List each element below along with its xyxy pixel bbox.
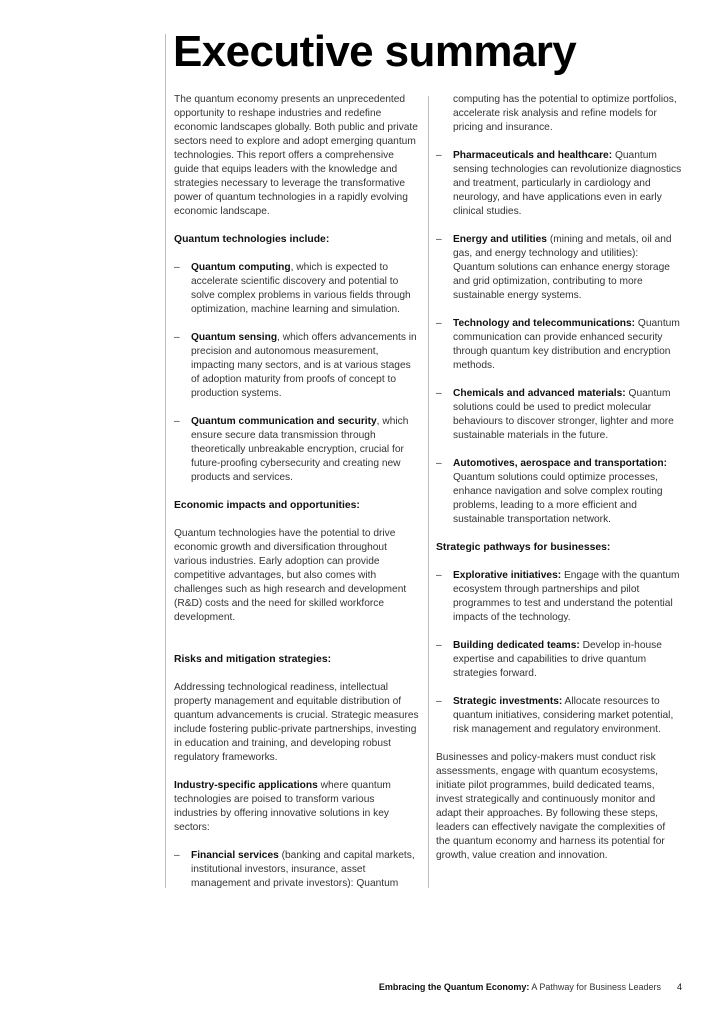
tech-heading: Quantum technologies include: xyxy=(174,234,330,245)
risk-heading: Risks and mitigation strategies: xyxy=(174,654,332,665)
list-item xyxy=(436,695,682,737)
list-item-bold: Pharmaceuticals and healthcare: xyxy=(453,150,613,161)
spacer xyxy=(174,639,420,653)
page-footer xyxy=(379,982,682,992)
right-column xyxy=(436,93,682,877)
list-item-bold: Energy and utilities xyxy=(453,234,547,245)
list-item-text: Develop in-house expertise and capabilities to drive quantum strategies forward. xyxy=(453,640,662,679)
strategy-list xyxy=(436,569,682,737)
industry-bold: Industry-specific applications xyxy=(174,780,318,791)
list-item-text: Quantum solutions could be used to predict molecular behaviours to discover stronger, lighter and more sustainable materials in the future. xyxy=(453,388,674,441)
list-item-bold: Quantum communication and security xyxy=(191,416,377,427)
list-item-bold: Technology and telecommunications: xyxy=(453,318,636,329)
list-item-text: (banking and capital markets, institutional investors, insurance, asset management and private investors): Quantum xyxy=(191,850,415,889)
closing-paragraph: Businesses and policy-makers must conduct risk assessments, engage with quantum ecosystems, initiate pilot programmes, build dedicated teams, invest strategically and continuously monitor and adapt their approaches. By following these steps, leaders can effectively navigate the complexities of the quantum economy and harness its potential for growth, value creation and innovation. xyxy=(436,752,666,861)
list-item xyxy=(174,849,420,891)
industry-paragraph xyxy=(174,779,420,835)
intro-paragraph: The quantum economy presents an unprecedented opportunity to reshape industries and redefine economic landscapes globally. Both public and private sectors need to explore and adopt emerging quantum technologies. This report offers a comprehensive guide that equips leaders with the knowledge and strategies necessary to leverage the transformative power of quantum technologies in a rapidly evolving economic landscape. xyxy=(174,94,418,217)
page-title: Executive summary xyxy=(173,27,577,76)
list-item xyxy=(436,233,682,303)
list-item-text: Quantum sensing technologies can revolutionize diagnostics and treatment, particularly in cardiology and neurology, and have applications even in early clinical studies. xyxy=(453,150,682,217)
list-item-bold: Financial services xyxy=(191,850,279,861)
tech-list xyxy=(174,261,420,485)
list-item-bold: Building dedicated teams: xyxy=(453,640,580,651)
list-item xyxy=(174,415,420,485)
list-item-continued: computing has the potential to optimize portfolios, accelerate risk analysis and refine models for pricing and insurance. xyxy=(453,94,677,133)
list-item xyxy=(174,261,420,317)
list-item-bold: Quantum computing xyxy=(191,262,291,273)
risk-paragraph: Addressing technological readiness, intellectual property management and equitable distribution of quantum advancements is crucial. Strategic measures include fostering public-private partnerships, investing in education and training, and developing robust regulatory frameworks. xyxy=(174,682,419,763)
list-item xyxy=(174,331,420,401)
list-item-text: , which ensure secure data transmission through theoretically unbreakable encryption, crucial for future-proofing cybersecurity and creating new products and services. xyxy=(191,416,409,483)
list-item-bold: Automotives, aerospace and transportation: xyxy=(453,458,667,469)
list-item xyxy=(436,149,682,219)
list-item xyxy=(436,457,682,527)
list-item-text: Allocate resources to quantum initiatives, considering market potential, risk management and regulatory environment. xyxy=(453,696,674,735)
footer-doc-title: Embracing the Quantum Economy: xyxy=(378,982,530,992)
list-item-text: Quantum communication can provide enhanced security through quantum key distribution and encryption methods. xyxy=(453,318,680,371)
left-column xyxy=(174,93,420,905)
list-item-text: (mining and metals, oil and gas, and energy technology and utilities): Quantum solutions can enhance energy storage and grid optimization, contributing to more sustainable energy systems. xyxy=(453,234,672,301)
list-item-bold: Quantum sensing xyxy=(191,332,278,343)
econ-paragraph: Quantum technologies have the potential to drive economic growth and diversification throughout various industries. Early adoption can provide competitive advantages, but also comes with challenges such as high research and development (R&D) costs and the need for skilled workforce development. xyxy=(174,528,407,623)
industry-text: where quantum technologies are poised to transform various industries by offering innovative solutions in key sectors: xyxy=(174,780,391,833)
list-item xyxy=(436,317,682,373)
list-item-bold: Chemicals and advanced materials: xyxy=(453,388,626,399)
left-vertical-rule xyxy=(165,34,166,888)
column-divider-rule xyxy=(428,96,429,888)
page-number: 4 xyxy=(676,982,682,992)
financial-list xyxy=(174,849,420,891)
econ-heading: Economic impacts and opportunities: xyxy=(174,500,360,511)
list-item-text: , which offers advancements in precision and autonomous measurement, impacting many sectors, and is at various stages of adoption maturity from proofs of concept to production systems. xyxy=(191,332,417,399)
list-item xyxy=(436,639,682,681)
list-item-bold: Explorative initiatives: xyxy=(453,570,562,581)
list-item xyxy=(436,387,682,443)
list-item-text: Quantum solutions could optimize processes, enhance navigation and solve complex routing problems, leading to a more efficient and sustainable transportation network. xyxy=(453,472,663,525)
strategy-heading: Strategic pathways for businesses: xyxy=(436,542,611,553)
footer-doc-subtitle: A Pathway for Business Leaders xyxy=(529,982,661,992)
list-item-text: Engage with the quantum ecosystem through partnerships and pilot programmes to test and understand the potential impacts of the technology. xyxy=(453,570,680,623)
list-item-bold: Strategic investments: xyxy=(453,696,563,707)
list-item-text: , which is expected to accelerate scientific discovery and potential to solve complex problems in various fields through optimization, machine learning and simulation. xyxy=(191,262,411,315)
sector-list xyxy=(436,93,682,527)
list-item xyxy=(436,569,682,625)
